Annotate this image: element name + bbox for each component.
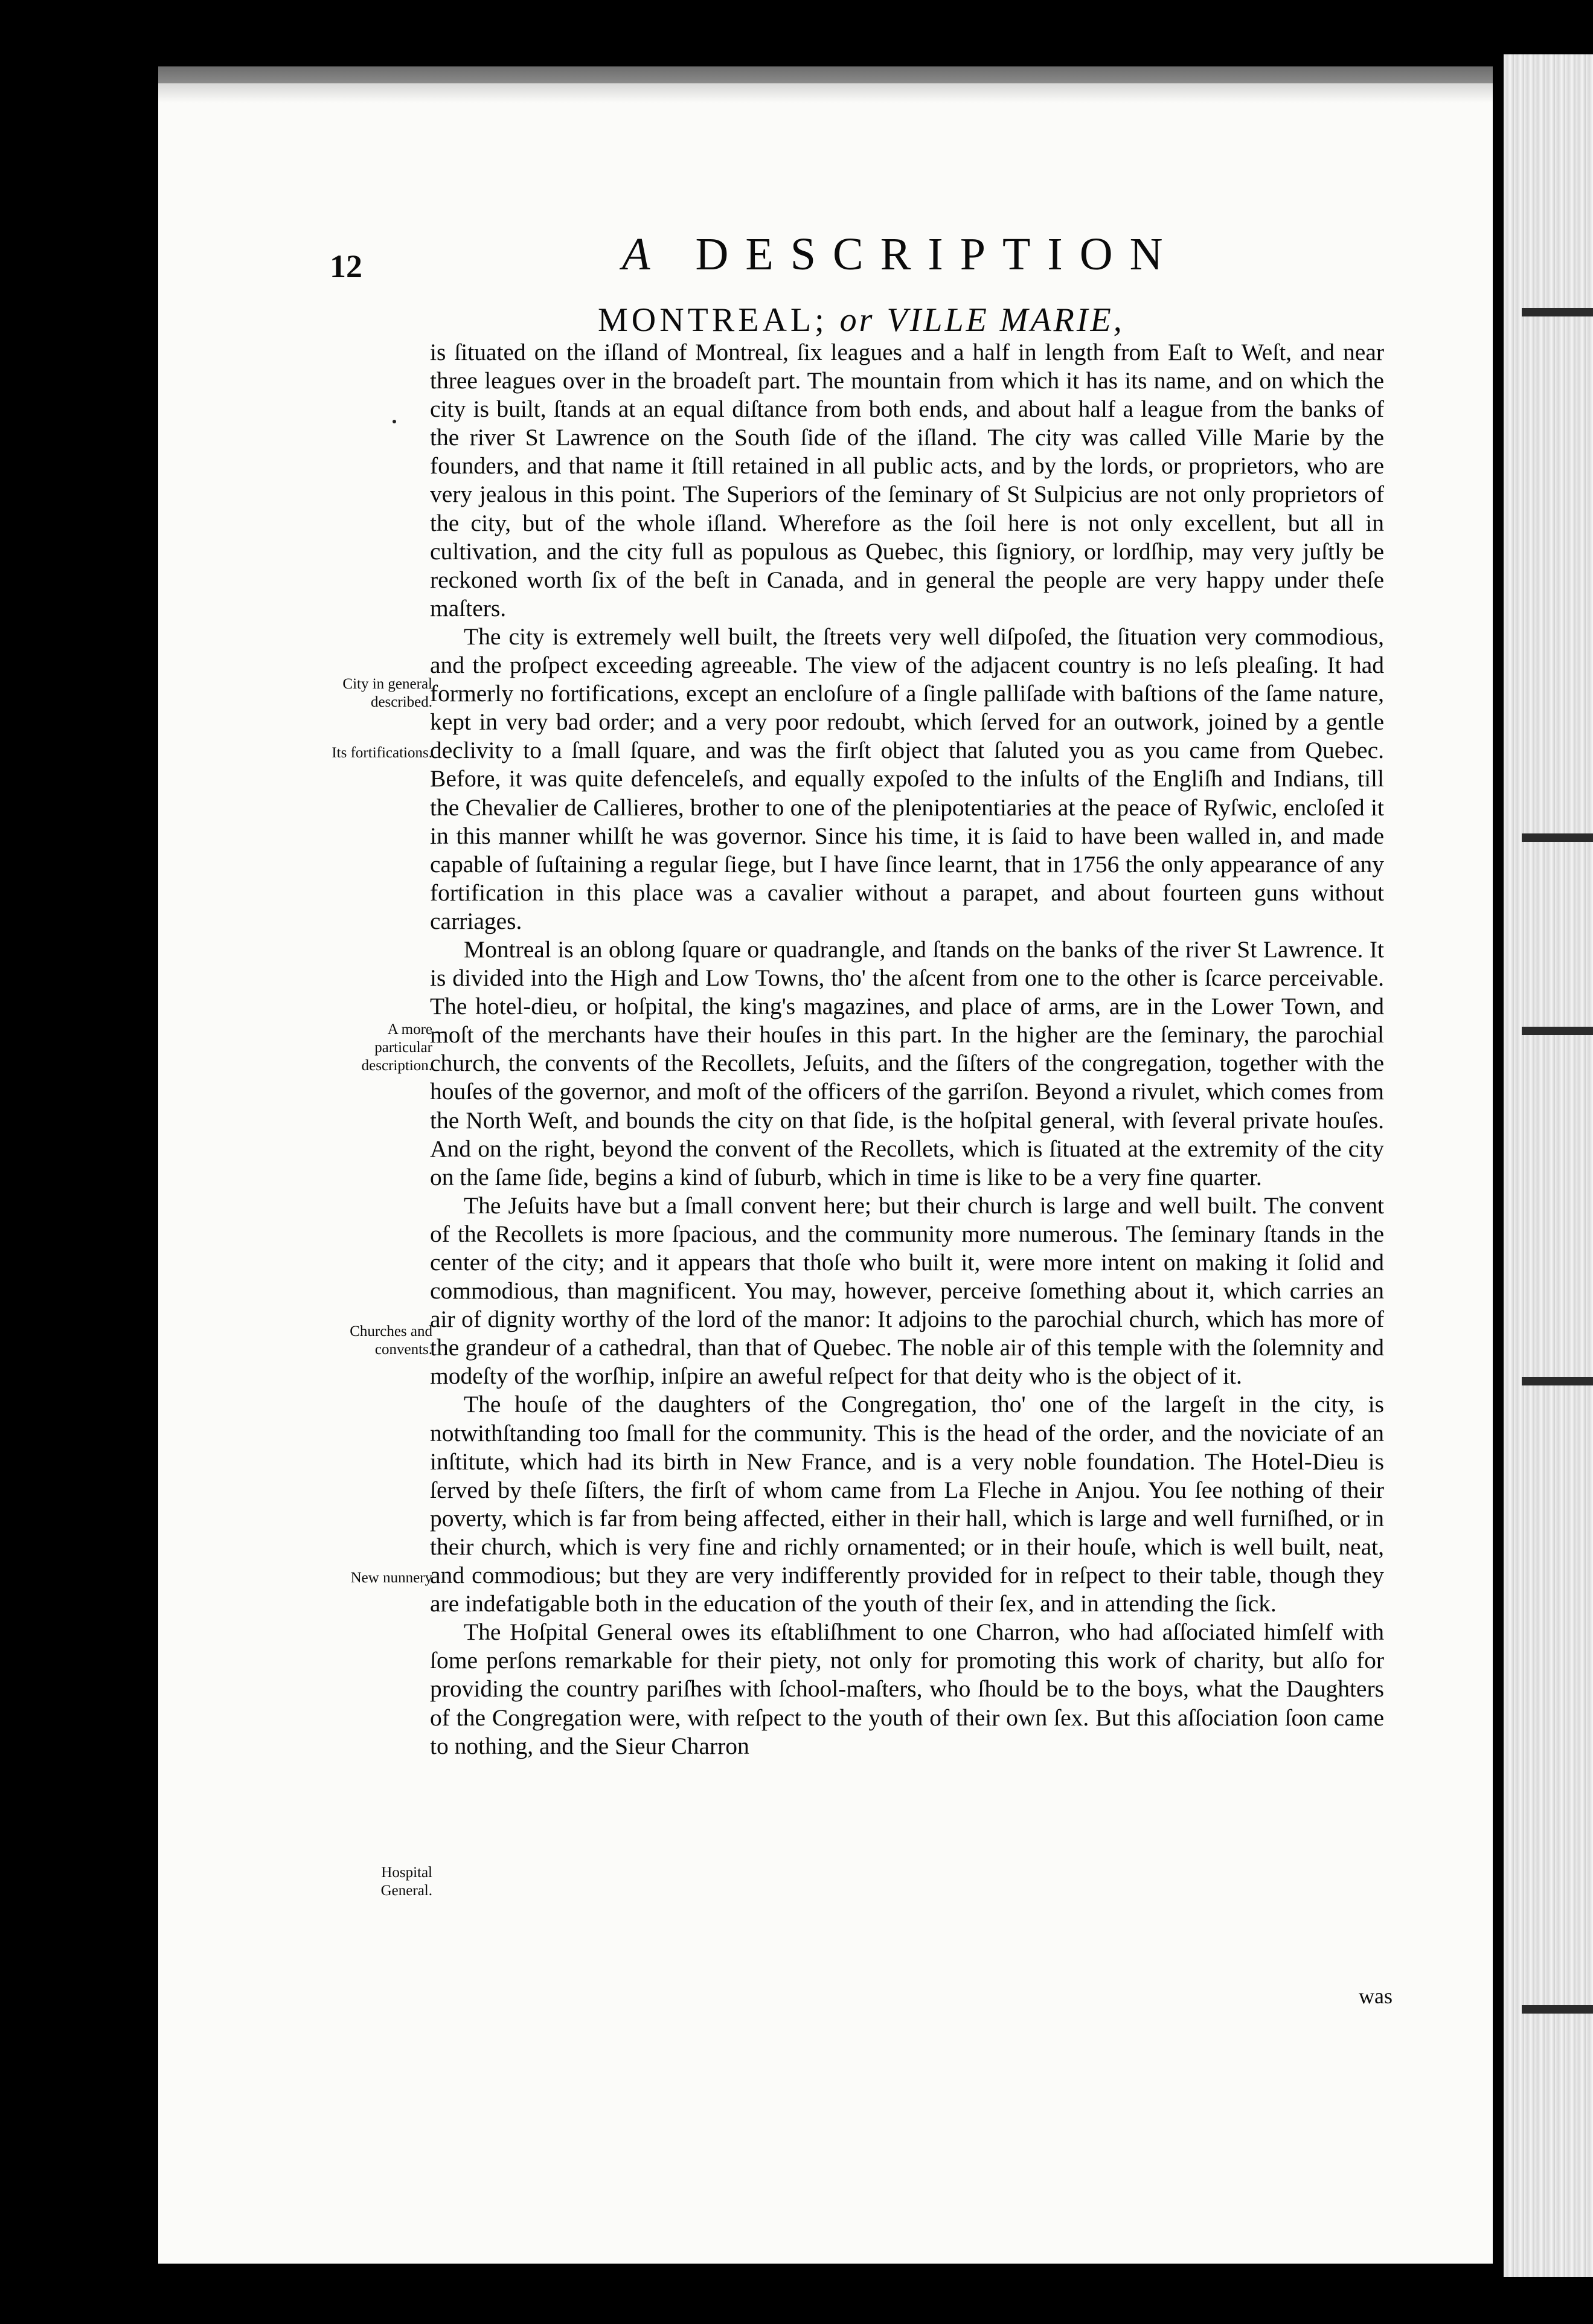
- edge-mark: [1522, 1377, 1593, 1385]
- margin-note: Its fortifications.: [332, 745, 432, 761]
- margin-note: A more particular description.: [361, 1021, 432, 1074]
- ink-speck: [393, 420, 396, 423]
- section-title-part2: VILLE MARIE,: [886, 301, 1124, 339]
- margin-note: City in general described.: [342, 676, 432, 710]
- paragraph: The houſe of the daughters of the Congregation, tho' one of the largeſt in the city, is notwithſtanding too ſmall for the community. This is the head of the order, and the noviciate of an inſtitute, which had its birth in New France, and is a very noble foundation. The Hotel-Dieu is ſerved by theſe ſiſters, the firſt of whom came from La Fleche in Anjou. You ſee nothing of their poverty, which is far from being affected, either in their hall, which is large and well furniſhed, or in their church, which is very fine and richly ornamented; or in their houſe, which is well built, neat, and commodious; but they are very indifferently provided for in reſpect to their table, though they are indefatigable both in the education of the youth of their ſex, and in attending the ſick.: [430, 1391, 1384, 1617]
- running-head-initial: A: [622, 229, 667, 280]
- paragraph: The city is extremely well built, the ſtreets very well diſpoſed, the ſituation very commodious, and the proſpect exceeding agreeable. The view of the adjacent country is no leſs pleaſing. It had formerly no fortifications, except an encloſure of a ſingle palliſade with baſtions of the ſame nature, kept in very bad order; and a very poor redoubt, which ſerved for an outwork, joined by a gentle declivity to a ſmall ſquare, and was the firſt object that ſaluted you as you came from Quebec. Before, it was quite defenceleſs, and equally expoſed to the inſults of the Engliſh and Indians, till the Chevalier de Callieres, brother to one of the plenipotentiaries at the peace of Ryſwic, encloſed it in this manner whilſt he was governor. Since his time, it is ſaid to have been walled in, and made capable of ſuſtaining a regular ſiege, but I have ſince learnt, that in 1756 the only appearance of any fortification in this place was a cavalier without a parapet, and about fourteen guns without carriages.: [430, 623, 1384, 934]
- page-shadow: [158, 66, 1493, 103]
- paragraph: The Hoſpital General owes its eſtabliſhment to one Charron, who had aſſociated himſelf with ſome perſons remarkable for their piety, not only for promoting this work of charity, but alſo for providing the country pariſhes with ſchool-maſters, who ſhould be to the boys, what the Daughters of the Congregation were, with reſpect to the youth of their own ſex. But this aſſociation ſoon came to nothing, and the Sieur Charron: [430, 1619, 1384, 1759]
- edge-mark: [1522, 308, 1593, 316]
- edge-mark: [1522, 833, 1593, 842]
- catchword: was: [1359, 1984, 1393, 2008]
- edge-mark: [1522, 1027, 1593, 1035]
- paragraph: Montreal is an oblong ſquare or quadrangle, and ſtands on the banks of the river St Lawrence. It is divided into the High and Low Towns, tho' the aſcent from one to the other is ſcarce perceivable. The hotel-dieu, or hoſpital, the king's magazines, and place of arms, are in the Lower Town, and moſt of the merchants have their houſes in this part. In the higher are the ſeminary, the parochial church, the convents of the Recollets, Jeſuits, and the ſiſters of the congregation, together with the houſes of the governor, and moſt of the officers of the garriſon. Beyond a rivulet, which comes from the North Weſt, and bounds the city on that ſide, is the hoſpital general, with ſeveral private houſes. And on the right, beyond the convent of the Recollets, which is ſituated at the extremity of the city on the ſame ſide, begins a kind of ſuburb, which in time is like to be a very fine quarter.: [430, 936, 1384, 1190]
- section-title-part1: MONTREAL;: [598, 301, 828, 339]
- page-number: 12: [330, 248, 362, 284]
- margin-note: Hospital General.: [380, 1864, 432, 1899]
- paragraph: The Jeſuits have but a ſmall convent here; but their church is large and well built. The convent of the Recollets is more ſpacious, and the community more numerous. The ſeminary ſtands in the center of the city; and it appears that thoſe who built it, were more intent on making it ſolid and commodious, than magnificent. You may, however, perceive ſomething about it, which carries an air of dignity worthy of the lord of the manor: It adjoins to the parochial church, which has more of the grandeur of a cathedral, than that of Quebec. The noble air of this temple with the ſolemnity and modeſty of the worſhip, inſpire an aweful reſpect for that deity who is the object of it.: [430, 1192, 1384, 1390]
- running-head-text: DESCRIPTION: [695, 229, 1180, 280]
- section-title: [598, 301, 1124, 339]
- adjacent-page-edge: [1504, 54, 1593, 2277]
- edge-mark: [1522, 2005, 1593, 2014]
- margin-note: Churches and convents.: [350, 1323, 432, 1358]
- running-head: [622, 228, 1179, 281]
- paragraph: is ſituated on the iſland of Montreal, ſix leagues and a half in length from Eaſt to Weſt, and near three leagues over in the broadeſt part. The mountain from which it has its name, and on which the city is built, ſtands at an equal diſtance from both ends, and about half a league from the banks of the river St Lawrence on the South ſide of the iſland. The city was called Ville Marie by the founders, and that name it ſtill retained in all public acts, and by the lords, or proprietors, who are very jealous in this point. The Superiors of the ſeminary of St Sulpicius are not only proprietors of the city, but of the whole iſland. Wherefore as the ſoil here is not only excellent, but all in cultivation, and the city full as populous as Quebec, this ſigniory, or lordſhip, may very juſtly be reckoned worth ſix of the beſt in Canada, and in general the people are very happy under theſe maſters.: [430, 339, 1384, 621]
- body-text: [430, 338, 1384, 1761]
- margin-note: New nunnery: [350, 1570, 432, 1586]
- section-title-connector: or: [839, 301, 875, 339]
